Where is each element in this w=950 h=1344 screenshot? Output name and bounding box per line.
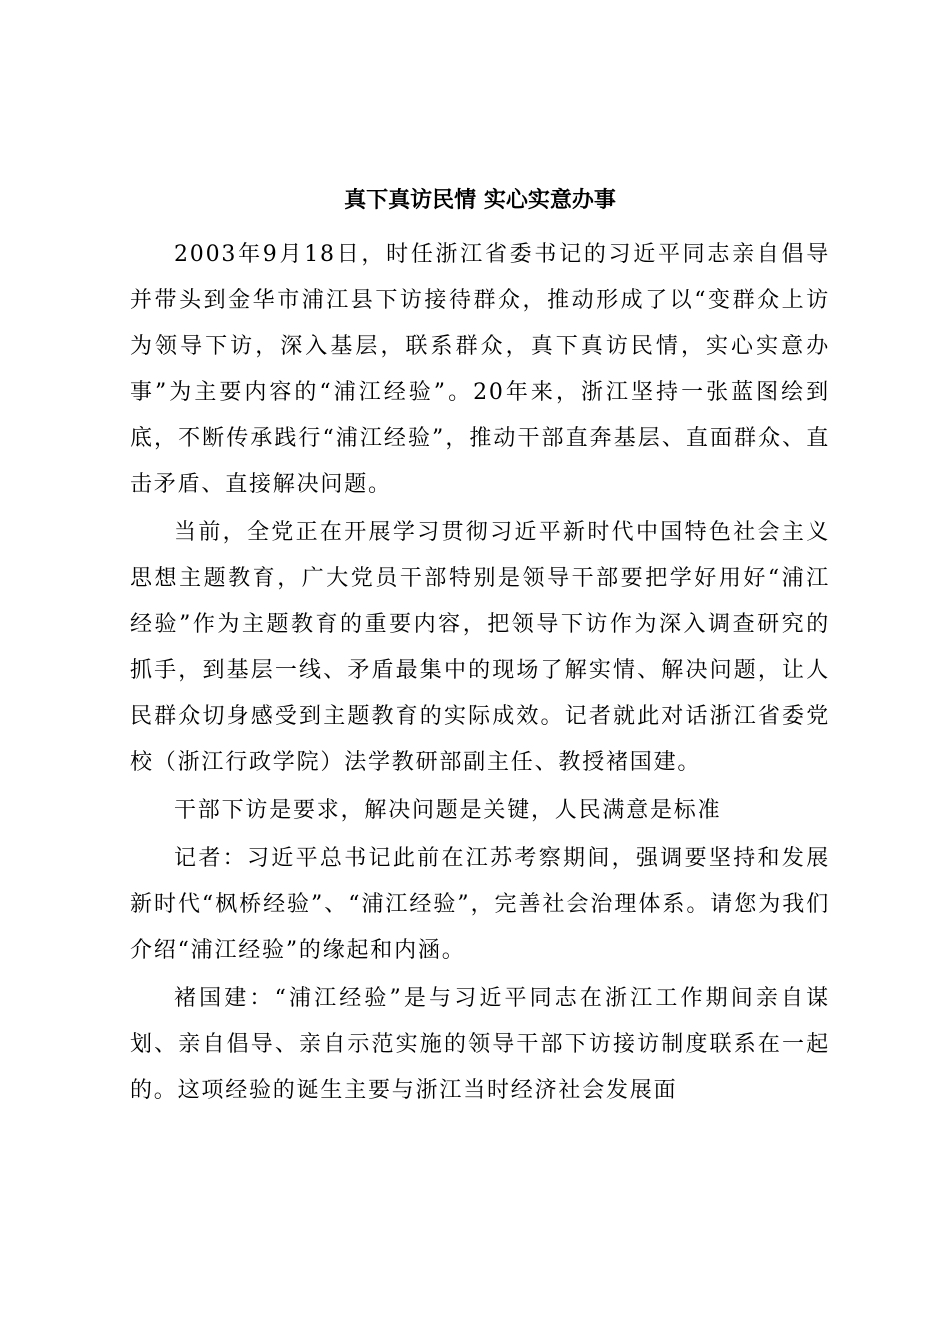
section-subheading: 干部下访是要求，解决问题是关键，人民满意是标准 [174,798,722,823]
paragraph-reporter-question: 记者：习近平总书记此前在江苏考察期间，强调要坚持和发展新时代“枫桥经验”、“浦江经验”，完善社会治理体系。请您为我们介绍“浦江经验”的缘起和内涵。 [130,846,830,963]
article-title: 真下真访民情 实心实意办事 [344,187,616,213]
paragraph-current-education: 当前，全党正在开展学习贯彻习近平新时代中国特色社会主义思想主题教育，广大党员干部特别是领导干部要把学好用好“浦江经验”作为主题教育的重要内容，把领导下访作为深入调查研究的抓手，到基层一线、矛盾最集中的现场了解实情、解决问题，让人民群众切身感受到主题教育的实际成效。记者就此对话浙江省委党校（浙江行政学院）法学教研部副主任、教授褚国建。 [130,520,830,775]
article-body [130,178,830,1116]
paragraph-intro: 2003年9月18日，时任浙江省委书记的习近平同志亲自倡导并带头到金华市浦江县下访接待群众，推动形成了以“变群众上访为领导下访，深入基层，联系群众，真下真访民情，实心实意办事”为主要内容的“浦江经验”。20年来，浙江坚持一张蓝图绘到底，不断传承践行“浦江经验”，推动干部直奔基层、直面群众、直击矛盾、直接解决问题。 [130,242,830,497]
paragraph-interviewee-answer: 褚国建：“浦江经验”是与习近平同志在浙江工作期间亲自谋划、亲自倡导、亲自示范实施的领导干部下访接访制度联系在一起的。这项经验的诞生主要与浙江当时经济社会发展面 [130,986,830,1103]
